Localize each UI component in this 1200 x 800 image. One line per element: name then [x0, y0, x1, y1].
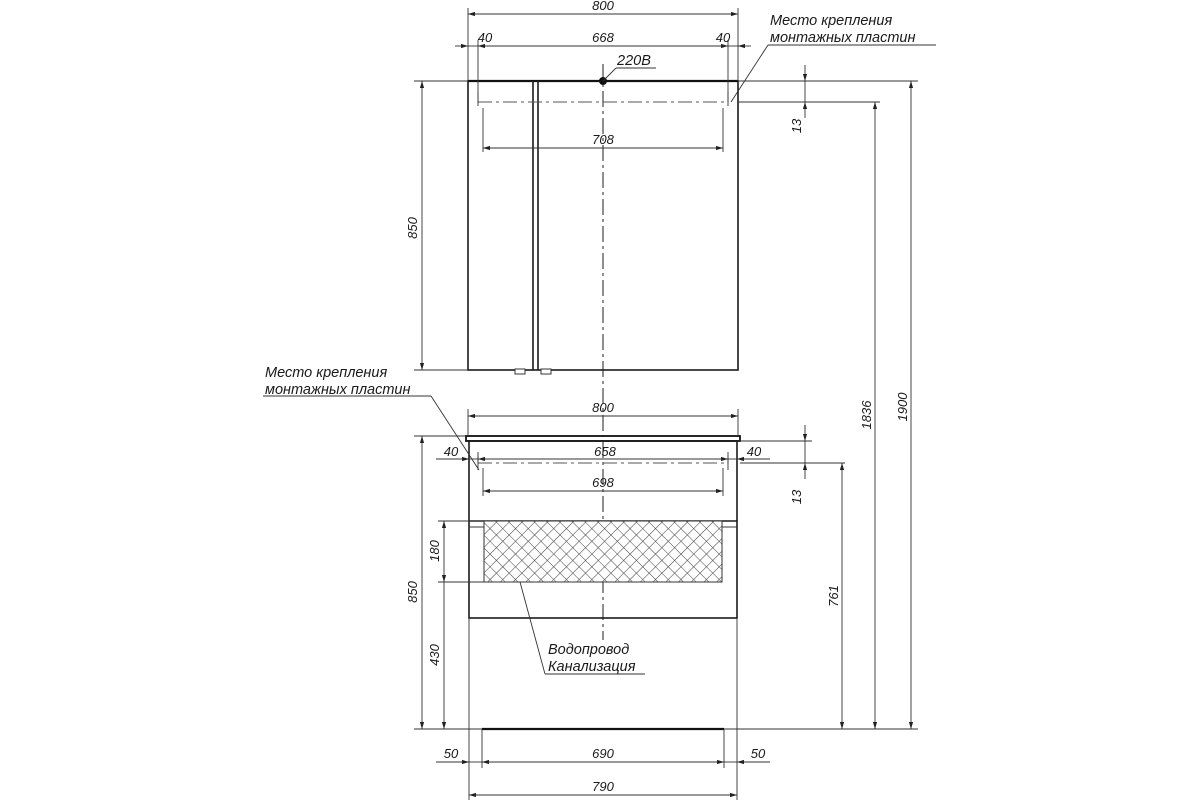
dim-vanity-width-label: 800 — [592, 400, 614, 415]
dim-vanity-plate-offset — [740, 425, 845, 504]
dim-vanity-right-margin-label: 40 — [746, 444, 762, 459]
dim-vanity-plate-span-label: 658 — [594, 444, 616, 459]
dim-vanity-mount-height — [724, 463, 848, 729]
dim-vanity-plate-offset-label: 13 — [789, 489, 804, 505]
dim-mirror-right-margin-label: 40 — [715, 30, 731, 45]
dim-base-right-label: 50 — [750, 746, 766, 761]
dim-mirror-width-label: 800 — [592, 0, 614, 13]
dim-mirror-plate-offset — [738, 65, 880, 133]
dim-total-height — [738, 81, 918, 729]
dim-total-height-label: 1900 — [895, 392, 910, 422]
dim-pipe-zone — [427, 521, 484, 729]
mount-note-top-line1: Место крепления — [770, 13, 893, 29]
dim-mirror-inner-label: 708 — [592, 132, 614, 147]
dim-base-width-label: 790 — [592, 779, 614, 794]
mirror-handle-right — [541, 369, 551, 374]
pipes-callout — [520, 582, 645, 675]
mount-note-mid-line1: Место крепления — [265, 365, 388, 381]
dim-mirror-height-label: 850 — [405, 217, 420, 239]
dim-mirror-left-margin-label: 40 — [477, 30, 493, 45]
mount-note-top — [731, 13, 936, 102]
dim-base-center-label: 690 — [592, 746, 614, 761]
dim-pipe-zone-height-label: 180 — [427, 540, 442, 562]
water-supply-label: Водопровод — [548, 642, 630, 658]
mount-note-top-line2: монтажных пластин — [770, 30, 916, 46]
pipe-cutout-zone — [484, 521, 722, 582]
dim-mirror-plate-offset-label: 13 — [789, 118, 804, 134]
dim-vanity-left-margin-label: 40 — [443, 444, 459, 459]
dim-base-left-label: 50 — [443, 746, 459, 761]
dim-mirror-height — [405, 81, 468, 370]
dim-vanity-mount-height-label: 761 — [826, 585, 841, 607]
sewage-label: Канализация — [548, 659, 636, 675]
dim-vanity-plate-span — [436, 444, 770, 463]
dim-vanity-height-label: 850 — [405, 581, 420, 603]
socket-callout — [603, 53, 656, 81]
dim-mirror-mount-height-label: 1836 — [859, 400, 874, 430]
dim-pipe-zone-bottom-label: 430 — [427, 644, 442, 666]
socket-label: 220В — [617, 53, 651, 69]
dim-vanity-height — [405, 436, 482, 729]
dim-vanity-inner-label: 698 — [592, 475, 614, 490]
mount-note-mid-line2: монтажных пластин — [265, 382, 411, 398]
dim-mirror-plate-span-label: 668 — [592, 30, 614, 45]
mirror-handle-left — [515, 369, 525, 374]
dim-base-width — [469, 779, 737, 795]
